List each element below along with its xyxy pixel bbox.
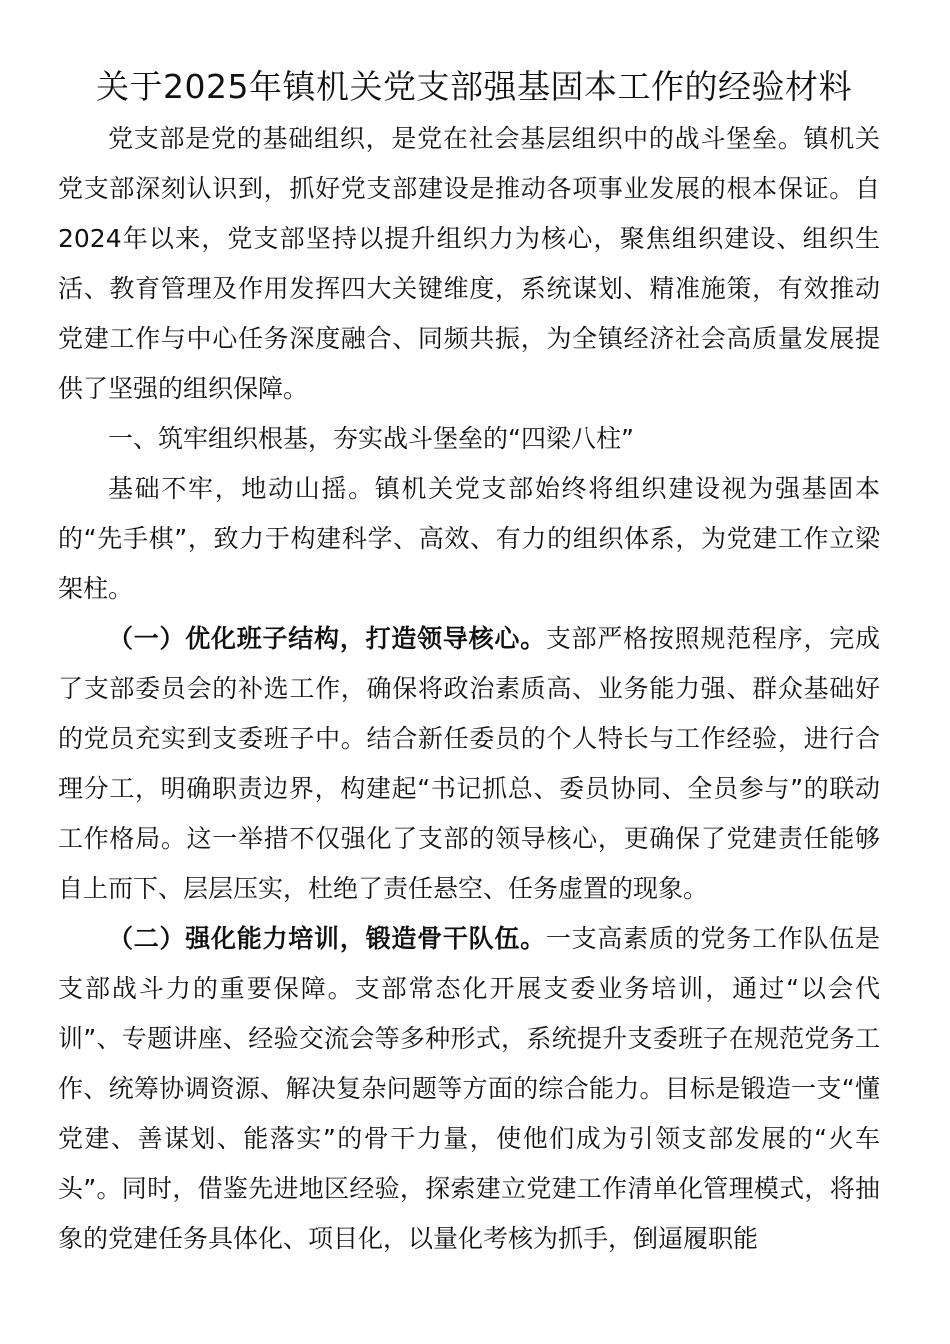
document-body [58, 114, 880, 1264]
intro-paragraph: 党支部是党的基础组织，是党在社会基层组织中的战斗堡垒。镇机关党支部深刻认识到，抓好党支部建设是推动各项事业发展的根本保证。自2024年以来，党支部坚持以提升组织力为核心，聚焦组织建设、组织生活、教育管理及作用发挥四大关键维度，系统谋划、精准施策，有效推动党建工作与中心任务深度融合、同频共振，为全镇经济社会高质量发展提供了坚强的组织保障。 [58, 124, 880, 403]
item-2-body: 一支高素质的党务工作队伍是支部战斗力的重要保障。支部常态化开展支委业务培训，通过“以会代训”、专题讲座、经验交流会等多种形式，系统提升支委班子在规范党务工作、统筹协调资源、解决复杂问题等方面的综合能力。目标是锻造一支“懂党建、善谋划、能落实”的骨干力量，使他们成为引领支部发展的“火车头”。同时，借鉴先进地区经验，探索建立党建工作清单化管理模式，将抽象的党建任务具体化、项目化，以量化考核为抓手，倒逼履职能 [58, 924, 880, 1253]
section-intro-paragraph: 基础不牢，地动山摇。镇机关党支部始终将组织建设视为强基固本的“先手棋”，致力于构建科学、高效、有力的组织体系，为党建工作立梁架柱。 [58, 474, 880, 603]
item-2-lead: （二）强化能力培训，锻造骨干队伍。 [108, 924, 546, 953]
item-1-body: 支部严格按照规范程序，完成了支部委员会的补选工作，确保将政治素质高、业务能力强、群众基础好的党员充实到支委班子中。结合新任委员的个人特长与工作经验，进行合理分工，明确职责边界，构建起“书记抓总、委员协同、全员参与”的联动工作格局。这一举措不仅强化了支部的领导核心，更确保了党建责任能够自上而下、层层压实，杜绝了责任悬空、任务虚置的现象。 [58, 624, 880, 903]
document-title: 关于2025年镇机关党支部强基固本工作的经验材料 [96, 67, 852, 106]
section-heading: 一、筑牢组织根基，夯实战斗堡垒的“四梁八柱” [108, 424, 634, 453]
item-1-paragraph [58, 614, 880, 914]
item-1-lead: （一）优化班子结构，打造领导核心。 [108, 624, 546, 653]
item-2-paragraph [58, 914, 880, 1264]
